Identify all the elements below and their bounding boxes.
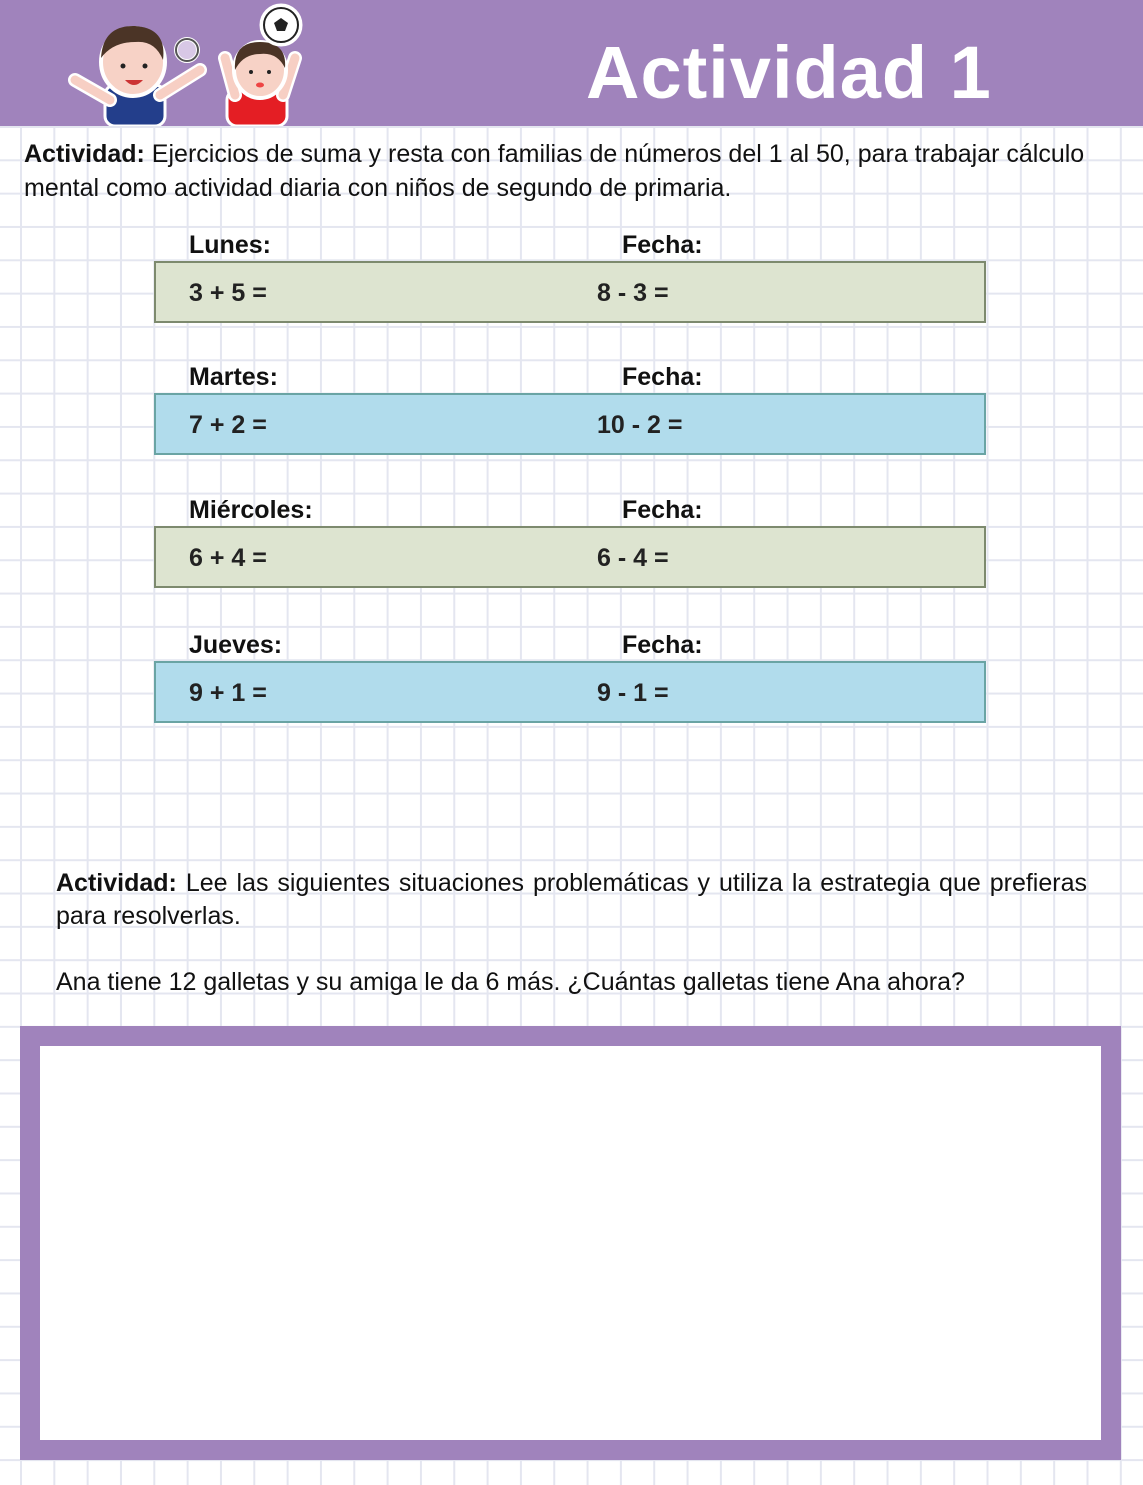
answer-box-frame	[20, 1026, 1121, 1460]
activity2-instructions	[56, 867, 1087, 933]
day-label: Jueves:	[189, 631, 283, 659]
day-label: Lunes:	[189, 231, 271, 259]
exercise-box	[154, 526, 986, 588]
intro-text	[24, 137, 1124, 205]
exercise-box	[154, 393, 986, 455]
answer-area[interactable]	[40, 1046, 1101, 1440]
date-label: Fecha:	[622, 631, 703, 659]
day-label: Martes:	[189, 363, 278, 391]
sum-exercise: 6 + 4 =	[189, 544, 267, 572]
kids-illustration	[55, 0, 315, 126]
date-label: Fecha:	[622, 496, 703, 524]
word-problem: Ana tiene 12 galletas y su amiga le da 6 más. ¿Cuántas galletas tiene Ana ahora?	[56, 968, 965, 996]
intro-label: Actividad:	[24, 140, 145, 168]
day-label: Miércoles:	[189, 496, 313, 524]
page-title: Actividad 1	[586, 31, 992, 114]
subtraction-exercise: 8 - 3 =	[597, 279, 669, 307]
header-banner	[0, 0, 1143, 126]
sum-exercise: 9 + 1 =	[189, 679, 267, 707]
intro-description: Ejercicios de suma y resta con familias de números del 1 al 50, para trabajar cálculo mental como actividad diaria con niños de segundo de primaria.	[24, 140, 1085, 202]
activity2-label: Actividad:	[56, 869, 177, 897]
subtraction-exercise: 10 - 2 =	[597, 411, 683, 439]
sum-exercise: 7 + 2 =	[189, 411, 267, 439]
subtraction-exercise: 6 - 4 =	[597, 544, 669, 572]
date-label: Fecha:	[622, 231, 703, 259]
sum-exercise: 3 + 5 =	[189, 279, 267, 307]
exercise-box	[154, 661, 986, 723]
subtraction-exercise: 9 - 1 =	[597, 679, 669, 707]
date-label: Fecha:	[622, 363, 703, 391]
activity2-description: Lee las siguientes situaciones problemáticas y utiliza la estrategia que prefieras para resolverlas.	[56, 869, 1087, 930]
exercise-box	[154, 261, 986, 323]
